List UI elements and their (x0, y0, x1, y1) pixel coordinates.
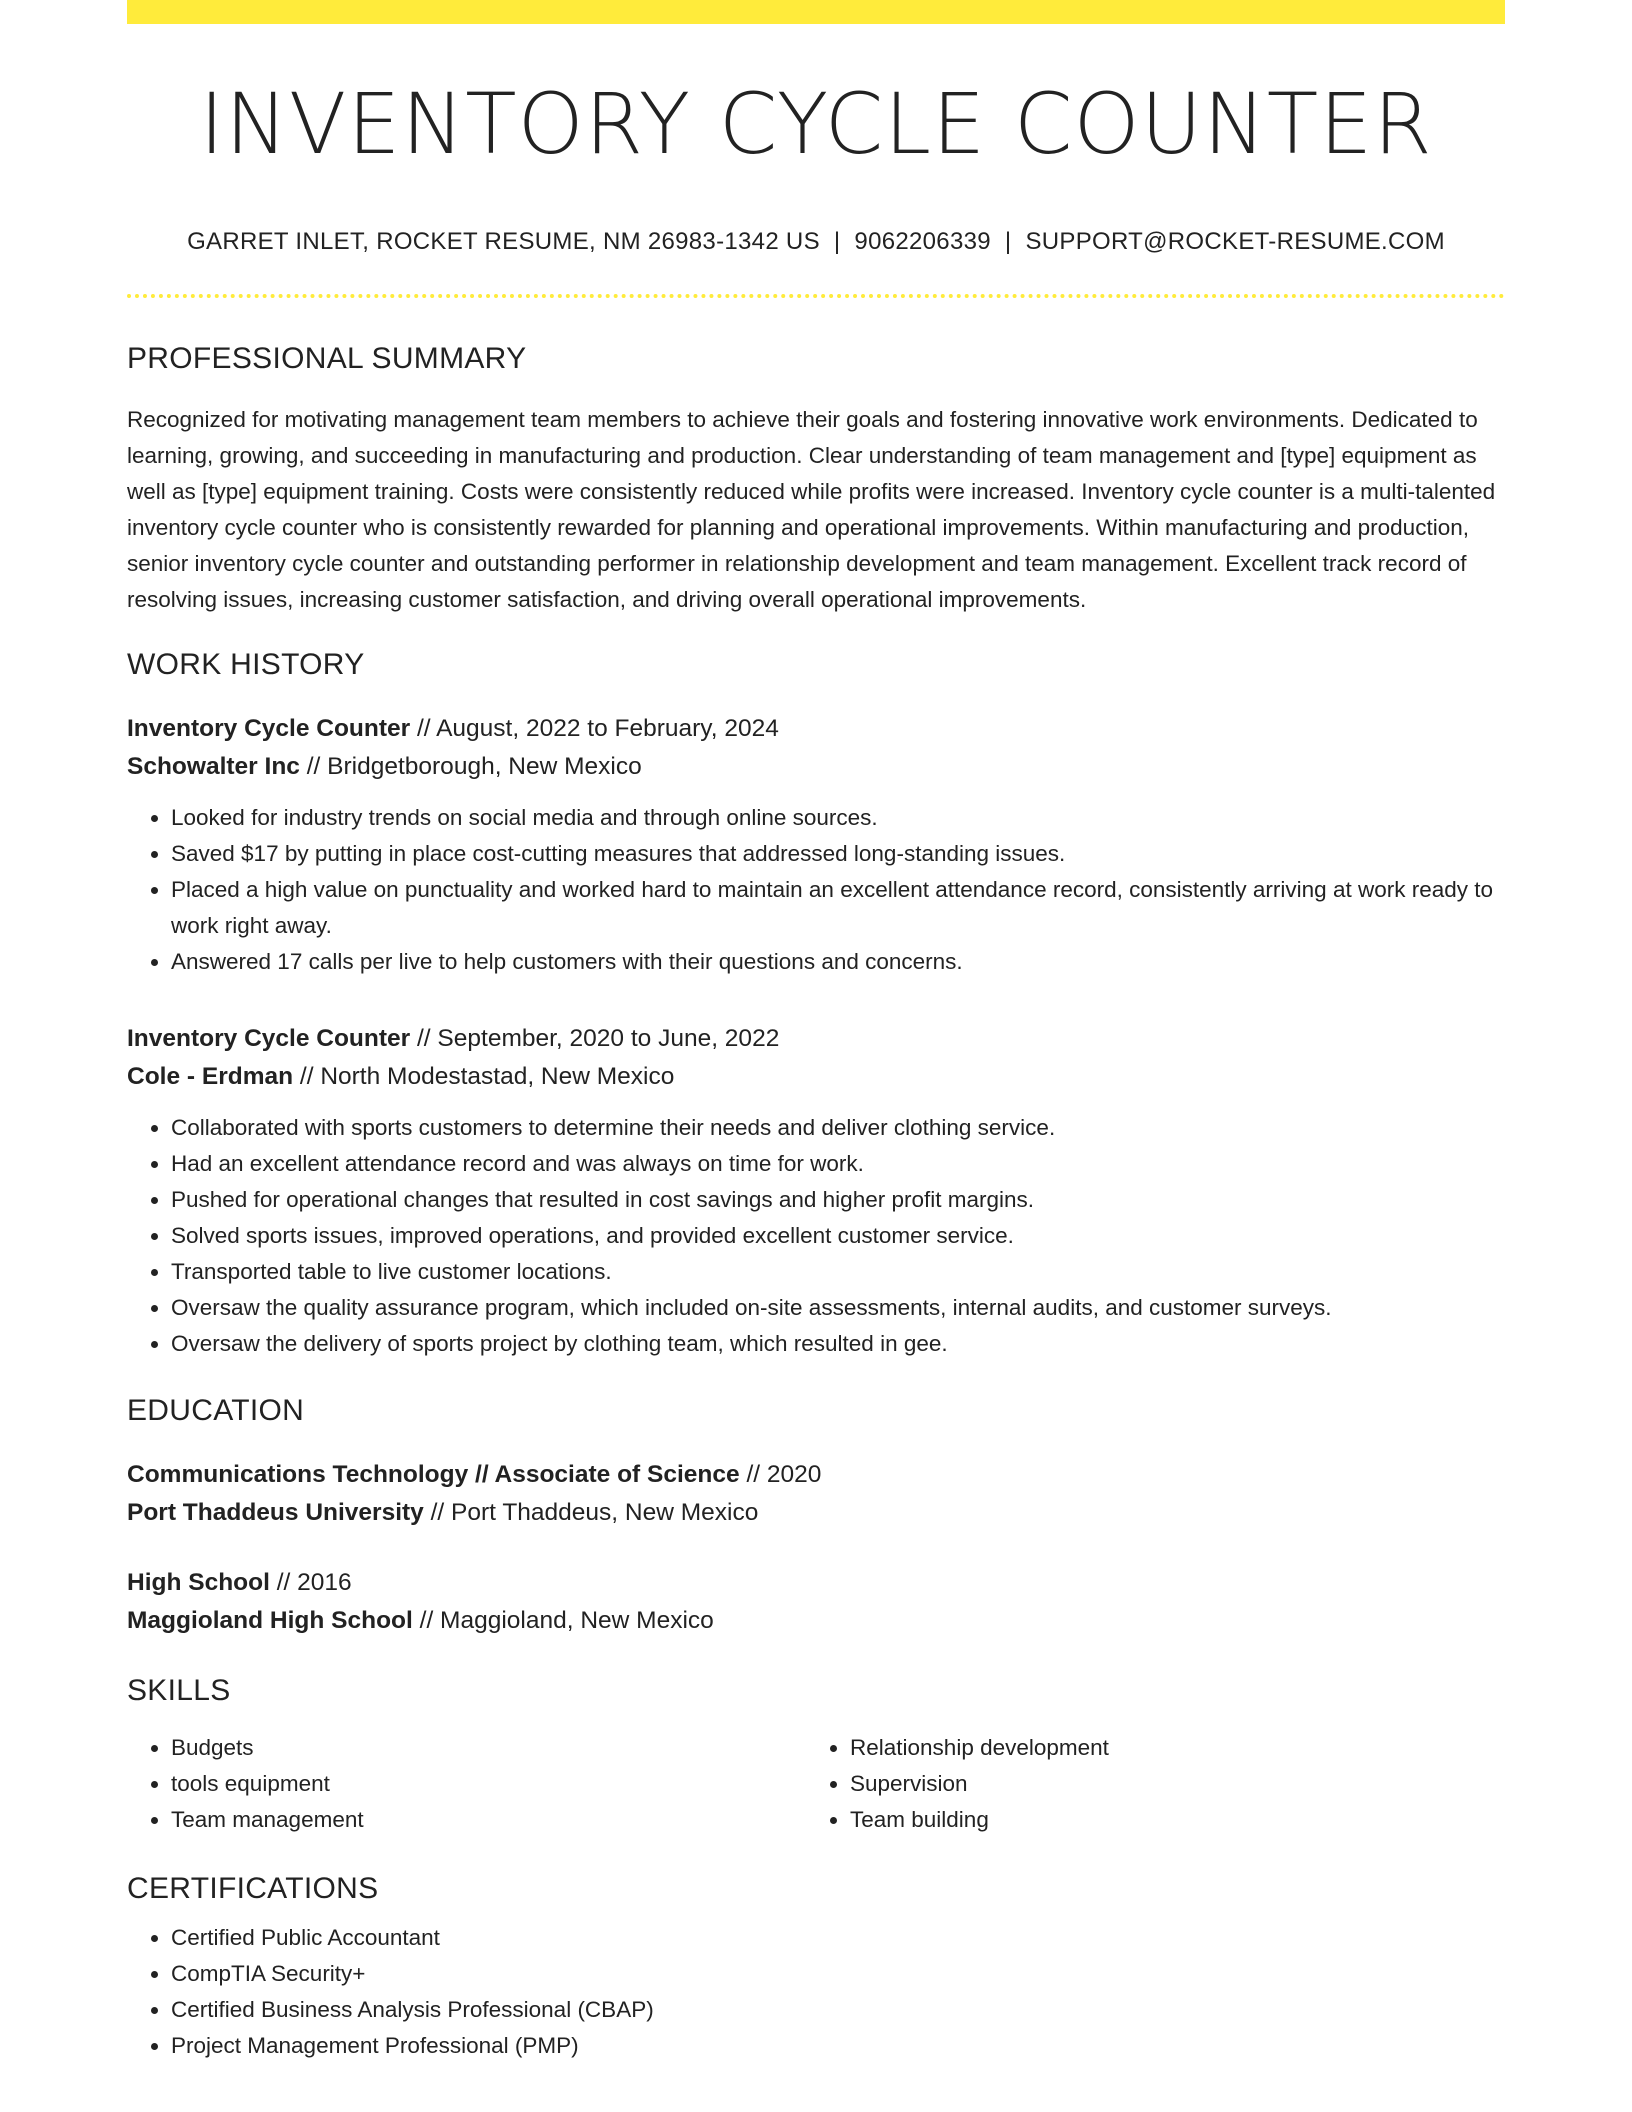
job-title-line (127, 1020, 1505, 1058)
skills-list-right (806, 1730, 1485, 1838)
education-degree: High School (127, 1569, 270, 1596)
skill-item: • tools equipment (171, 1766, 806, 1802)
job-bullet: • Had an excellent attendance record and was always on time for work. (171, 1146, 1505, 1182)
skill-item: • Budgets (171, 1730, 806, 1766)
job-bullet: • Oversaw the delivery of sports project by clothing team, which resulted in gee. (171, 1326, 1505, 1362)
summary-text: Recognized for motivating management team members to achieve their goals and fostering innovative work environments. Dedicated to learning, growing, and succeeding in manufacturing and production. Clear understanding of team management and [type] equipment as well as [type] equipment training. Costs were consistently reduced while profits were increased. Inventory cycle counter is a multi-talented inventory cycle counter who is consistently rewarded for planning and operational improvements. Within manufacturing and production, senior inventory cycle counter and outstanding performer in relationship development and team management. Excellent track record of resolving issues, increasing customer satisfaction, and driving overall operational improvements. (127, 407, 1496, 612)
accent-top-bar (127, 0, 1505, 24)
contact-email[interactable]: SUPPORT@ROCKET-RESUME.COM (1025, 228, 1445, 255)
contact-line (127, 228, 1505, 256)
job-bullet: • Answered 17 calls per live to help customers with their questions and concerns. (171, 944, 1505, 980)
certification-item: • Certified Business Analysis Professional (CBAP) (171, 1992, 1505, 2028)
contact-phone: 9062206339 (854, 228, 991, 255)
education-school: Port Thaddeus University (127, 1499, 424, 1526)
skills-grid (127, 1730, 1505, 1838)
job-bullet: • Oversaw the quality assurance program, which included on-site assessments, internal audits, and customer surveys. (171, 1290, 1505, 1326)
job-bullet: • Placed a high value on punctuality and worked hard to maintain an excellent attendance record, consistently arriving at work ready to work right away. (171, 872, 1505, 944)
education-degree-line (127, 1564, 1505, 1602)
summary-heading: PROFESSIONAL SUMMARY (127, 342, 527, 375)
education-heading: EDUCATION (127, 1394, 305, 1427)
certification-item: • CompTIA Security+ (171, 1956, 1505, 1992)
job-bullet: • Saved $17 by putting in place cost-cutting measures that addressed long-standing issues. (171, 836, 1505, 872)
education-entry (127, 1564, 1505, 1640)
contact-address: GARRET INLET, ROCKET RESUME, NM 26983-1342 US (187, 228, 820, 255)
skill-item: • Team building (850, 1802, 1485, 1838)
job-location: // North Modestastad, New Mexico (293, 1063, 675, 1090)
job-dates: // September, 2020 to June, 2022 (410, 1025, 780, 1052)
contact-separator: | (1004, 228, 1012, 255)
resume-title: INVENTORY CYCLE COUNTER (199, 75, 1433, 173)
job-location: // Bridgetborough, New Mexico (299, 753, 642, 780)
certifications-heading: CERTIFICATIONS (127, 1872, 379, 1905)
education-location: // Maggioland, New Mexico (412, 1607, 714, 1634)
education-location: // Port Thaddeus, New Mexico (423, 1499, 759, 1526)
education-school-line (127, 1602, 1505, 1640)
education-school-line (127, 1494, 1505, 1532)
education-entry (127, 1456, 1505, 1532)
job-role: Inventory Cycle Counter (127, 715, 411, 742)
skills-heading: SKILLS (127, 1674, 231, 1707)
education-degree: Communications Technology // Associate of Science (127, 1461, 740, 1488)
resume-page (127, 0, 1505, 2064)
skills-list-left (127, 1730, 806, 1838)
job-bullet: • Pushed for operational changes that resulted in cost savings and higher profit margins. (171, 1182, 1505, 1218)
job-dates: // August, 2022 to February, 2024 (410, 715, 779, 742)
work-history-heading: WORK HISTORY (127, 648, 365, 681)
education-year: // 2020 (739, 1461, 822, 1488)
job-role: Inventory Cycle Counter (127, 1025, 411, 1052)
job-bullet: • Collaborated with sports customers to determine their needs and deliver clothing service. (171, 1110, 1505, 1146)
certification-item: • Certified Public Accountant (171, 1920, 1505, 1956)
dotted-divider (127, 294, 1505, 298)
education-year: // 2016 (269, 1569, 352, 1596)
job-bullets (127, 800, 1505, 980)
job-company: Cole - Erdman (127, 1063, 294, 1090)
job-bullet: • Looked for industry trends on social media and through online sources. (171, 800, 1505, 836)
job-company: Schowalter Inc (127, 753, 300, 780)
education-school: Maggioland High School (127, 1607, 413, 1634)
job-entry (127, 1020, 1505, 1362)
job-bullets (127, 1110, 1505, 1362)
skill-item: • Team management (171, 1802, 806, 1838)
certifications-list (127, 1920, 1505, 2064)
job-entry (127, 710, 1505, 980)
job-company-line (127, 1058, 1505, 1096)
job-bullet: • Transported table to live customer locations. (171, 1254, 1505, 1290)
contact-separator: | (833, 228, 841, 255)
skill-item: • Relationship development (850, 1730, 1485, 1766)
job-company-line (127, 748, 1505, 786)
certification-item: • Project Management Professional (PMP) (171, 2028, 1505, 2064)
education-degree-line (127, 1456, 1505, 1494)
skill-item: • Supervision (850, 1766, 1485, 1802)
job-bullet: • Solved sports issues, improved operations, and provided excellent customer service. (171, 1218, 1505, 1254)
job-title-line (127, 710, 1505, 748)
